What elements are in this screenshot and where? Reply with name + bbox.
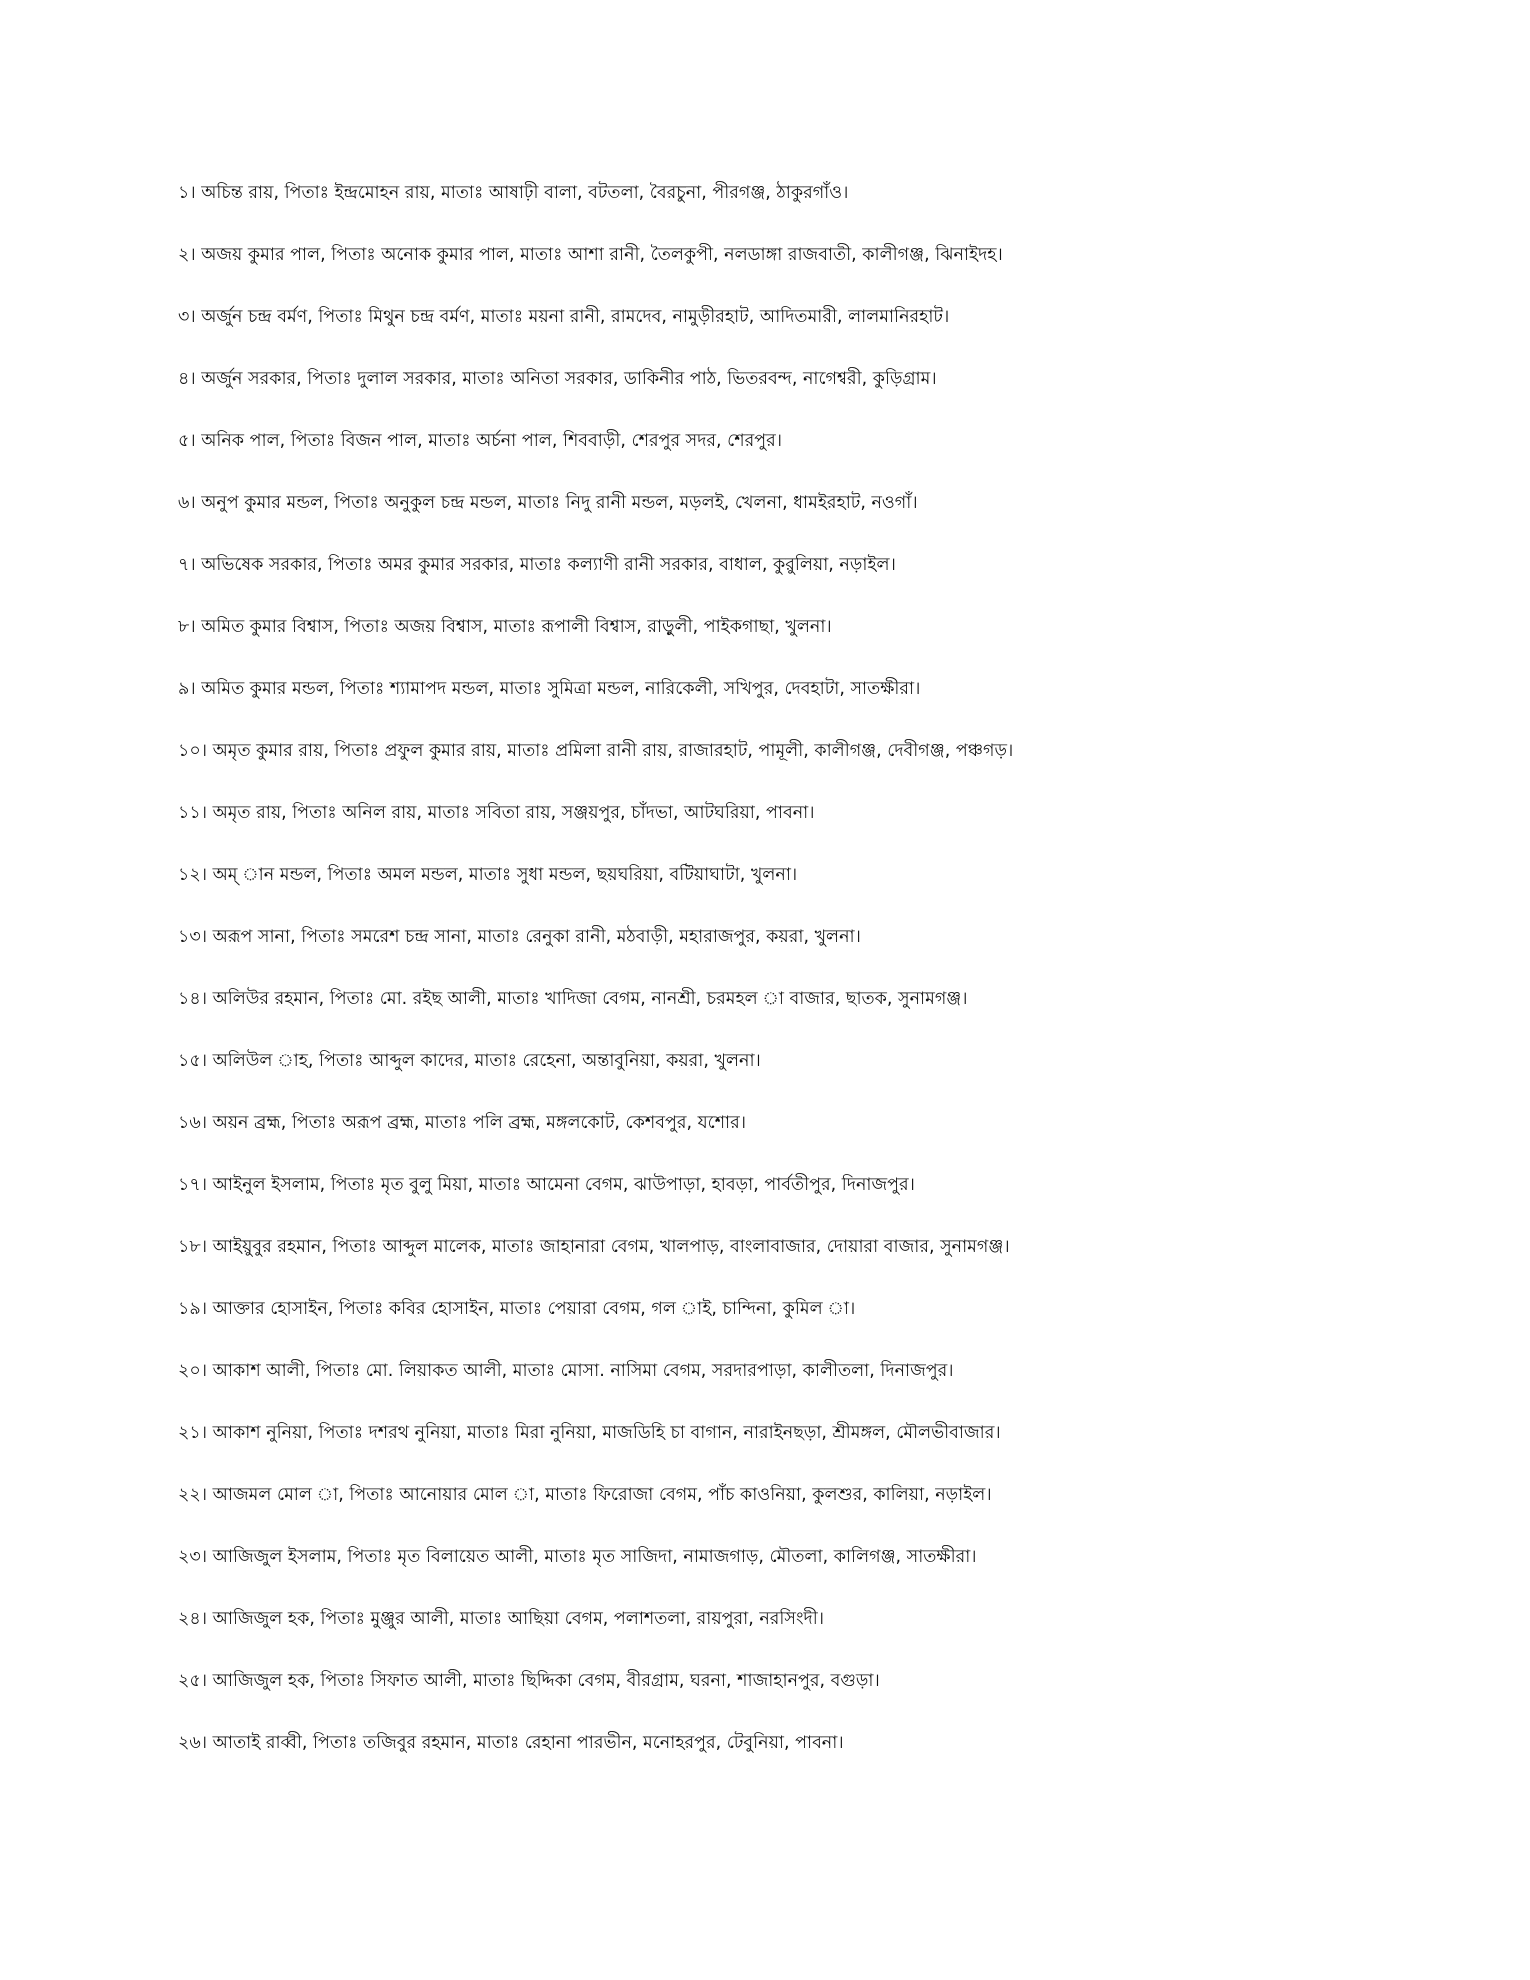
list-item bbox=[178, 426, 1408, 488]
list-item bbox=[178, 1418, 1408, 1480]
list-item bbox=[178, 736, 1408, 798]
entry-text: আজিজুল হক, পিতাঃ মুঞ্জুর আলী, মাতাঃ আছিয়া বেগম, পলাশতলা, রায়পুরা, নরসিংদী। bbox=[212, 1609, 824, 1629]
entry-text: অমিত কুমার মন্ডল, পিতাঃ শ্যামাপদ মন্ডল, মাতাঃ সুমিত্রা মন্ডল, নারিকেলী, সখিপুর, দেবহাটা, সাতক্ষীরা। bbox=[201, 679, 921, 699]
entry-number: ১৫। bbox=[178, 1051, 207, 1071]
list-item bbox=[178, 364, 1408, 426]
entry-text: অর্জুন চন্দ্র বর্মণ, পিতাঃ মিথুন চন্দ্র বর্মণ, মাতাঃ ময়না রানী, রামদেব, নামুড়ীরহাট, আদিতমারী, লালমানিরহাট। bbox=[201, 307, 950, 327]
list-item bbox=[178, 1542, 1408, 1604]
entry-number: ২৩। bbox=[178, 1547, 208, 1567]
entry-number: ১৩। bbox=[178, 927, 207, 947]
entry-number: ১২। bbox=[178, 865, 207, 885]
entry-number: ১১। bbox=[178, 803, 207, 823]
entry-text: অনিক পাল, পিতাঃ বিজন পাল, মাতাঃ অর্চনা পাল, শিববাড়ী, শেরপুর সদর, শেরপুর। bbox=[201, 431, 782, 451]
list-item bbox=[178, 1356, 1408, 1418]
list-item bbox=[178, 922, 1408, 984]
entry-number: ২৪। bbox=[178, 1609, 207, 1629]
entry-number: ২৬। bbox=[178, 1733, 208, 1753]
entry-number: ১০। bbox=[178, 741, 207, 761]
list-item bbox=[178, 1294, 1408, 1356]
list-item bbox=[178, 488, 1408, 550]
entry-text: আকাশ আলী, পিতাঃ মো. লিয়াকত আলী, মাতাঃ মোসা. নাসিমা বেগম, সরদারপাড়া, কালীতলা, দিনাজপুর। bbox=[212, 1361, 954, 1381]
entry-number: ১৮। bbox=[178, 1237, 207, 1257]
entry-text: আজিজুল হক, পিতাঃ সিফাত আলী, মাতাঃ ছিদ্দিকা বেগম, বীরগ্রাম, ঘরনা, শাজাহানপুর, বগুড়া। bbox=[212, 1671, 880, 1691]
list-item bbox=[178, 178, 1408, 240]
entry-number: ৬। bbox=[178, 493, 196, 513]
list-item bbox=[178, 1666, 1408, 1728]
entry-text: আইনুল ইসলাম, পিতাঃ মৃত বুলু মিয়া, মাতাঃ আমেনা বেগম, ঝাউপাড়া, হাবড়া, পার্বতীপুর, দিনাজপুর। bbox=[212, 1175, 915, 1195]
entry-text: আজিজুল ইসলাম, পিতাঃ মৃত বিলায়েত আলী, মাতাঃ মৃত সাজিদা, নামাজগাড়, মৌতলা, কালিগঞ্জ, সাতক্ষীরা। bbox=[212, 1547, 977, 1567]
entry-text: অলিউর রহমান, পিতাঃ মো. রইছ আলী, মাতাঃ খাদিজা বেগম, নানশ্রী, চরমহল া বাজার, ছাতক, সুনামগঞ্জ। bbox=[212, 989, 968, 1009]
entry-number: ২৫। bbox=[178, 1671, 207, 1691]
list-item bbox=[178, 550, 1408, 612]
list-item bbox=[178, 984, 1408, 1046]
entry-text: আজমল মোল া, পিতাঃ আনোয়ার মোল া, মাতাঃ ফিরোজা বেগম, পাঁচ কাওনিয়া, কুলশুর, কালিয়া, নড়াইল। bbox=[212, 1485, 992, 1505]
entry-text: আতাই রাব্বী, পিতাঃ তজিবুর রহমান, মাতাঃ রেহানা পারভীন, মনোহরপুর, টেবুনিয়া, পাবনা। bbox=[212, 1733, 844, 1753]
list-item bbox=[178, 1480, 1408, 1542]
list-item bbox=[178, 674, 1408, 736]
list-item bbox=[178, 798, 1408, 860]
entry-number: ২১। bbox=[178, 1423, 207, 1443]
entry-text: অরূপ সানা, পিতাঃ সমরেশ চন্দ্র সানা, মাতাঃ রেনুকা রানী, মঠবাড়ী, মহারাজপুর, কয়রা, খুলনা। bbox=[212, 927, 861, 947]
entry-number: ২২। bbox=[178, 1485, 208, 1505]
list-item bbox=[178, 240, 1408, 302]
entry-number: ৪। bbox=[178, 369, 196, 389]
entry-number: ৩। bbox=[178, 307, 196, 327]
entry-number: ৮। bbox=[178, 617, 196, 637]
entry-number: ১৯। bbox=[178, 1299, 207, 1319]
entry-text: অজয় কুমার পাল, পিতাঃ অনোক কুমার পাল, মাতাঃ আশা রানী, তৈলকুপী, নলডাঙ্গা রাজবাতী, কালীগঞ্জ, ঝিনাইদহ। bbox=[201, 245, 1003, 265]
list-item bbox=[178, 1728, 1408, 1790]
entry-text: অমৃত রায়, পিতাঃ অনিল রায়, মাতাঃ সবিতা রায়, সঞ্জয়পুর, চাঁদভা, আটঘরিয়া, পাবনা। bbox=[212, 803, 815, 823]
entry-text: অনুপ কুমার মন্ডল, পিতাঃ অনুকুল চন্দ্র মন্ডল, মাতাঃ নিদু রানী মন্ডল, মড়লই, খেলনা, ধামইরহাট, নওগাঁ। bbox=[201, 493, 918, 513]
entry-number: ১। bbox=[178, 183, 196, 203]
list-item bbox=[178, 1232, 1408, 1294]
list-item bbox=[178, 302, 1408, 364]
entry-number: ১৪। bbox=[178, 989, 207, 1009]
entry-text: অর্জুন সরকার, পিতাঃ দুলাল সরকার, মাতাঃ অনিতা সরকার, ডাকিনীর পাঠ, ভিতরবন্দ, নাগেশ্বরী, কুড়িগ্রাম। bbox=[201, 369, 937, 389]
entry-text: অমৃত কুমার রায়, পিতাঃ প্রফুল কুমার রায়, মাতাঃ প্রমিলা রানী রায়, রাজারহাট, পামূলী, কালীগঞ্জ, দেবীগঞ্জ, পঞ্চগড়। bbox=[212, 741, 1014, 761]
entry-text: অচিন্ত রায়, পিতাঃ ইন্দ্রমোহন রায়, মাতাঃ আষাঢ়ী বালা, বটতলা, বৈরচুনা, পীরগঞ্জ, ঠাকুরগাঁও। bbox=[201, 183, 849, 203]
entry-number: ১৬। bbox=[178, 1113, 207, 1133]
entry-number: ২। bbox=[178, 245, 196, 265]
entry-text: আক্তার হোসাইন, পিতাঃ কবির হোসাইন, মাতাঃ পেয়ারা বেগম, গল াই, চান্দিনা, কুমিল া। bbox=[212, 1299, 856, 1319]
entry-text: অয়ন ব্রহ্ম, পিতাঃ অরূপ ব্রহ্ম, মাতাঃ পলি ব্রহ্ম, মঙ্গলকোট, কেশবপুর, যশোর। bbox=[212, 1113, 747, 1133]
entry-text: অলিউল াহ, পিতাঃ আব্দুল কাদের, মাতাঃ রেহেনা, অন্তাবুনিয়া, কয়রা, খুলনা। bbox=[212, 1051, 761, 1071]
entry-list bbox=[178, 178, 1408, 1790]
list-item bbox=[178, 1108, 1408, 1170]
entry-text: আকাশ নুনিয়া, পিতাঃ দশরথ নুনিয়া, মাতাঃ মিরা নুনিয়া, মাজডিহি চা বাগান, নারাইনছড়া, শ্রীমঙ্গল, মৌলভীবাজার। bbox=[212, 1423, 1001, 1443]
list-item bbox=[178, 1604, 1408, 1666]
entry-number: ৭। bbox=[178, 555, 196, 575]
entry-text: অমিত কুমার বিশ্বাস, পিতাঃ অজয় বিশ্বাস, মাতাঃ রূপালী বিশ্বাস, রাড়ুলী, পাইকগাছা, খুলনা। bbox=[201, 617, 832, 637]
entry-number: ১৭। bbox=[178, 1175, 207, 1195]
entry-text: অম্ ান মন্ডল, পিতাঃ অমল মন্ডল, মাতাঃ সুধা মন্ডল, ছয়ঘরিয়া, বটিয়াঘাটা, খুলনা। bbox=[212, 865, 798, 885]
entry-text: আইয়ুবুর রহমান, পিতাঃ আব্দুল মালেক, মাতাঃ জাহানারা বেগম, খালপাড়, বাংলাবাজার, দোয়ারা বাজার, সুনামগঞ্জ। bbox=[212, 1237, 1010, 1257]
entry-number: ৯। bbox=[178, 679, 196, 699]
list-item bbox=[178, 860, 1408, 922]
entry-number: ৫। bbox=[178, 431, 196, 451]
list-item bbox=[178, 1046, 1408, 1108]
entry-number: ২০। bbox=[178, 1361, 208, 1381]
list-item bbox=[178, 1170, 1408, 1232]
entry-text: অভিষেক সরকার, পিতাঃ অমর কুমার সরকার, মাতাঃ কল্যাণী রানী সরকার, বাধাল, কুর‍ুলিয়া, নড়াইল। bbox=[201, 555, 896, 575]
list-item bbox=[178, 612, 1408, 674]
